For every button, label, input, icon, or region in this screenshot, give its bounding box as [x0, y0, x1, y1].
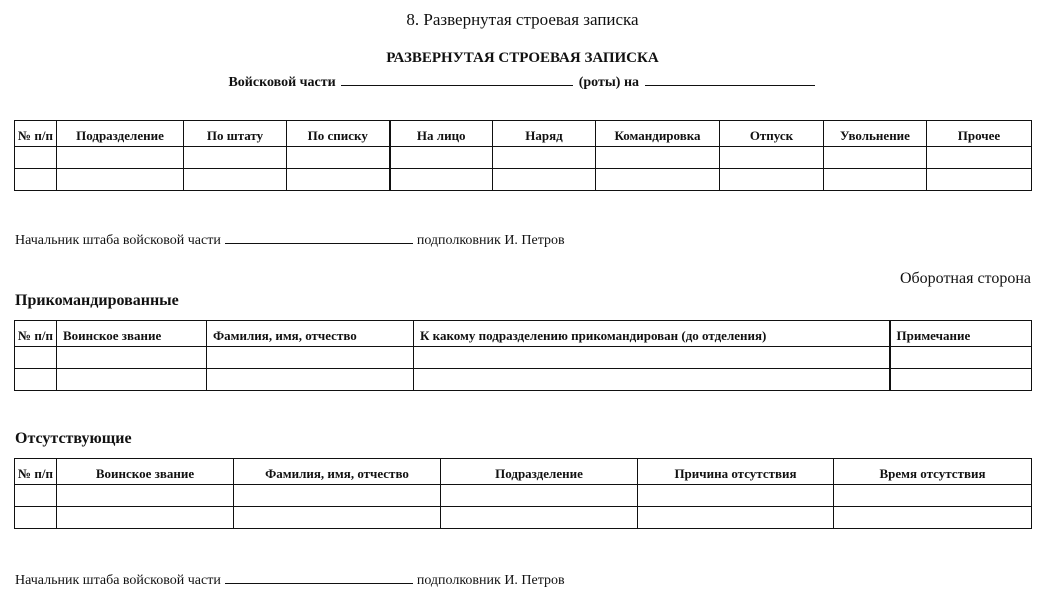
form-title: РАЗВЕРНУТАЯ СТРОЕВАЯ ЗАПИСКА — [386, 50, 659, 66]
reverse-side-label: Оборотная сторона — [899, 270, 1031, 287]
table-cell[interactable] — [184, 169, 287, 191]
company-label: (роты) на — [578, 75, 640, 90]
signature-blank-field — [225, 571, 413, 584]
table-cell[interactable] — [414, 347, 890, 369]
signature-line — [15, 571, 565, 589]
document-heading: 8. Развернутая строевая записка — [406, 10, 639, 29]
summary-header: Прочее — [927, 121, 1032, 147]
absent-section-title: Отсутствующие — [15, 430, 132, 447]
table-cell[interactable] — [596, 147, 720, 169]
table-row — [15, 369, 1032, 391]
table-cell[interactable] — [834, 507, 1032, 529]
signature-rank-name: подполковник И. Петров — [416, 573, 565, 588]
unit-line — [0, 71, 1045, 91]
absent-header: Фамилия, имя, отчество — [234, 459, 441, 485]
table-cell[interactable] — [824, 169, 927, 191]
summary-header: Отпуск — [720, 121, 824, 147]
summary-header: Наряд — [493, 121, 596, 147]
table-cell[interactable] — [57, 147, 184, 169]
absent-header: Время отсутствия — [834, 459, 1032, 485]
table-cell[interactable] — [15, 169, 57, 191]
summary-header: На лицо — [390, 121, 493, 147]
absent-table — [14, 458, 1032, 529]
summary-header: Командировка — [596, 121, 720, 147]
table-cell[interactable] — [927, 147, 1032, 169]
table-cell[interactable] — [441, 485, 638, 507]
table-cell[interactable] — [390, 147, 493, 169]
attached-section-title: Прикомандированные — [15, 292, 179, 309]
table-cell[interactable] — [184, 147, 287, 169]
signature-label: Начальник штаба войсковой части — [15, 573, 221, 588]
table-cell[interactable] — [441, 507, 638, 529]
table-cell[interactable] — [720, 169, 824, 191]
table-cell[interactable] — [890, 369, 1032, 391]
table-cell[interactable] — [638, 507, 834, 529]
table-cell[interactable] — [15, 369, 57, 391]
absent-header: Воинское звание — [57, 459, 234, 485]
absent-header: № п/п — [15, 459, 57, 485]
table-cell[interactable] — [414, 369, 890, 391]
attached-header: № п/п — [15, 321, 57, 347]
summary-header: Увольнение — [824, 121, 927, 147]
attached-header: Фамилия, имя, отчество — [207, 321, 414, 347]
table-cell[interactable] — [57, 369, 207, 391]
signature-label: Начальник штаба войсковой части — [15, 233, 221, 248]
table-cell[interactable] — [234, 485, 441, 507]
attached-table — [14, 320, 1032, 391]
table-cell[interactable] — [287, 147, 390, 169]
table-cell[interactable] — [493, 169, 596, 191]
attached-header: К какому подразделению прикомандирован (до отделения) — [414, 321, 890, 347]
table-row — [15, 347, 1032, 369]
table-cell[interactable] — [57, 485, 234, 507]
table-cell[interactable] — [927, 169, 1032, 191]
attached-header-row — [15, 321, 1032, 347]
table-cell[interactable] — [493, 147, 596, 169]
table-cell[interactable] — [15, 347, 57, 369]
table-cell[interactable] — [824, 147, 927, 169]
table-cell[interactable] — [834, 485, 1032, 507]
table-cell[interactable] — [15, 147, 57, 169]
table-cell[interactable] — [287, 169, 390, 191]
table-cell[interactable] — [720, 147, 824, 169]
attached-header: Примечание — [890, 321, 1032, 347]
table-cell[interactable] — [596, 169, 720, 191]
signature-line — [15, 231, 565, 249]
unit-label: Войсковой части — [228, 75, 336, 90]
table-cell[interactable] — [234, 507, 441, 529]
summary-header-row — [15, 121, 1032, 147]
table-cell[interactable] — [638, 485, 834, 507]
unit-blank-field — [341, 71, 573, 86]
absent-header-row — [15, 459, 1032, 485]
table-cell[interactable] — [390, 169, 493, 191]
table-cell[interactable] — [57, 507, 234, 529]
date-blank-field — [645, 71, 815, 86]
table-cell[interactable] — [207, 347, 414, 369]
table-row — [15, 147, 1032, 169]
signature-rank-name: подполковник И. Петров — [416, 233, 565, 248]
signature-blank-field — [225, 231, 413, 244]
absent-header: Причина отсутствия — [638, 459, 834, 485]
attached-header: Воинское звание — [57, 321, 207, 347]
table-cell[interactable] — [207, 369, 414, 391]
table-cell[interactable] — [57, 347, 207, 369]
summary-header: По штату — [184, 121, 287, 147]
summary-header: Подразделение — [57, 121, 184, 147]
summary-table — [14, 120, 1032, 191]
summary-header: № п/п — [15, 121, 57, 147]
table-cell[interactable] — [15, 485, 57, 507]
table-cell[interactable] — [890, 347, 1032, 369]
table-row — [15, 485, 1032, 507]
table-row — [15, 507, 1032, 529]
table-cell[interactable] — [15, 507, 57, 529]
table-row — [15, 169, 1032, 191]
table-cell[interactable] — [57, 169, 184, 191]
summary-header: По списку — [287, 121, 390, 147]
absent-header: Подразделение — [441, 459, 638, 485]
